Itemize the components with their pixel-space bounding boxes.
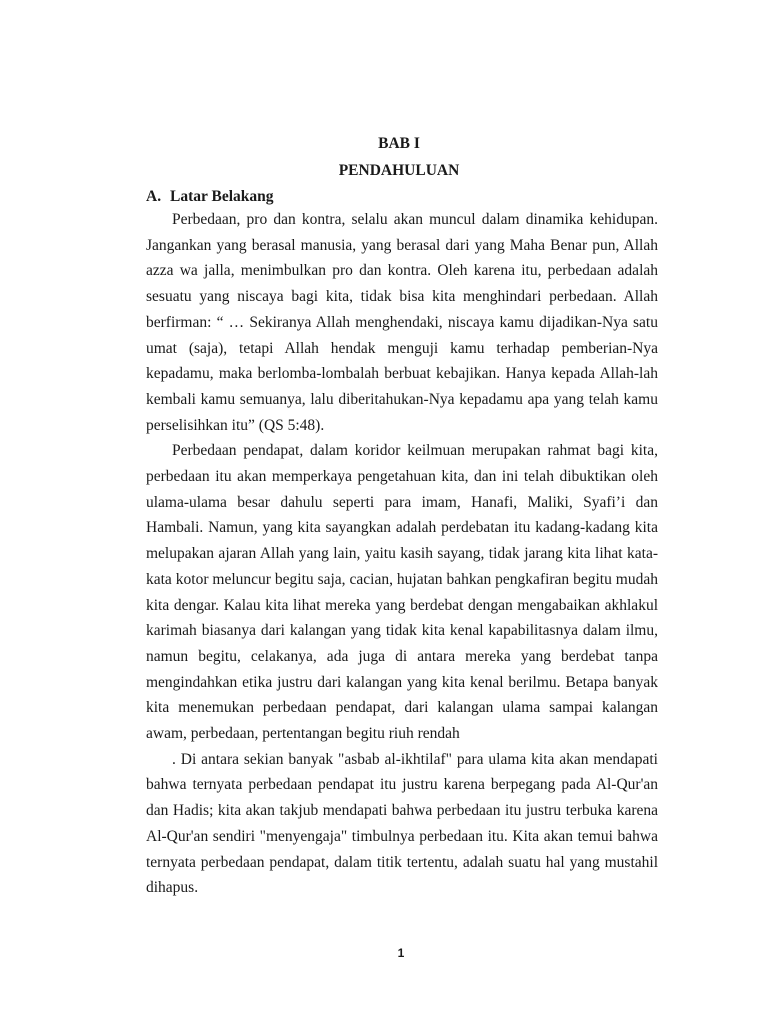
paragraph: Perbedaan, pro dan kontra, selalu akan muncul dalam dinamika kehidupan. Jangankan yang berasal manusia, yang berasal dari yang Maha Benar pun, Allah azza wa jalla, menimbulkan pro dan kontra. Oleh karena itu, perbedaan adalah sesuatu yang niscaya bagi kita, tidak bisa kita menghindari perbedaan. Allah berfirman: “ … Sekiranya Allah menghendaki, niscaya kamu dijadikan-Nya satu umat (saja), tetapi Allah hendak menguji kamu terhadap pemberian-Nya kepadamu, maka berlomba-lombalah berbuat kebajikan. Hanya kepada Allah-lah kembali kamu semuanya, lalu diberitahukan-Nya kepadamu apa yang telah kamu perselisihkan itu” (QS 5:48). <box>146 211 658 434</box>
section-marker: A. <box>146 188 162 205</box>
section-title: Latar Belakang <box>170 188 274 205</box>
body-text <box>146 207 658 901</box>
chapter-title: PENDAHULUAN <box>338 162 460 179</box>
page-number: 1 <box>397 946 405 960</box>
section-heading <box>146 188 274 206</box>
paragraph: Perbedaan pendapat, dalam koridor keilmuan merupakan rahmat bagi kita, perbedaan itu akan memperkaya pengetahuan kita, dan ini telah dibuktikan oleh ulama-ulama besar dahulu seperti para imam, Hanafi, Maliki, Syafi’i dan Hambali. Namun, yang kita sayangkan adalah perdebatan itu kadang-kadang kita melupakan ajaran Allah yang lain, yaitu kasih sayang, tidak jarang kita lihat kata-kata kotor meluncur begitu saja, cacian, hujatan bahkan pengkafiran begitu mudah kita dengar. Kalau kita lihat mereka yang berdebat dengan mengabaikan akhlakul karimah biasanya dari kalangan yang tidak kita kenal kapabilitasnya dalam ilmu, namun begitu, celakanya, ada juga di antara mereka yang berdebat tanpa mengindahkan etika justru dari kalangan yang kita kenal berilmu. Betapa banyak kita menemukan perbedaan pendapat, dari kalangan ulama sampai kalangan awam, perbedaan, pertentangan begitu riuh rendah <box>146 442 658 743</box>
chapter-number: BAB I <box>378 135 420 152</box>
paragraph: . Di antara sekian banyak "asbab al-ikhtilaf" para ulama kita akan mendapati bahwa ternyata perbedaan pendapat itu justru karena berpegang pada Al-Qur'an dan Hadis; kita akan takjub mendapati bahwa perbedaan itu justru terbuka karena Al-Qur'an sendiri "menyengaja" timbulnya perbedaan itu. Kita akan temui bahwa ternyata perbedaan pendapat, dalam titik tertentu, adalah suatu hal yang mustahil dihapus. <box>146 750 658 897</box>
